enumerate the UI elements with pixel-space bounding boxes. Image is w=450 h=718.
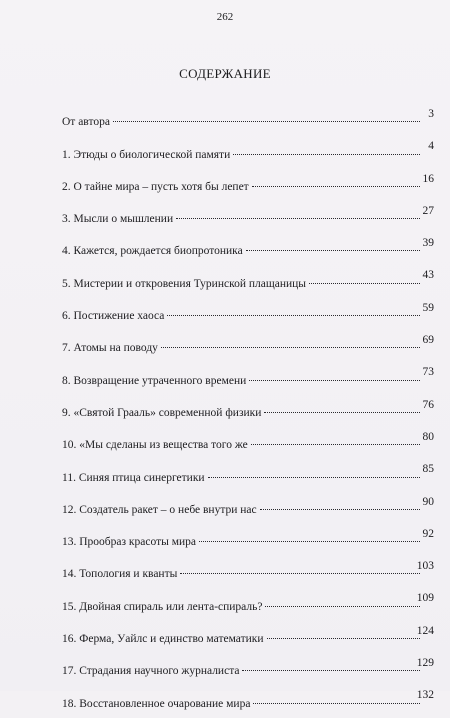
toc-entry-page: 16 <box>422 172 434 185</box>
toc-entry-page: 3 <box>428 108 434 120</box>
toc-entry-title: 2. О тайне мира – пусть хотя бы лепет <box>62 180 249 193</box>
toc-entry <box>62 427 434 459</box>
dot-leader <box>265 605 420 607</box>
toc-entry-page: 43 <box>422 269 434 282</box>
toc-entry <box>62 233 434 265</box>
dot-leader <box>199 540 420 542</box>
toc-entry-page: 4 <box>428 140 434 153</box>
toc-entry-title: 1. Этюды о биологической памяти <box>62 148 231 161</box>
dot-leader <box>264 411 420 413</box>
toc-entry <box>62 265 434 297</box>
toc-entry <box>62 621 434 653</box>
toc-entry-title: 7. Атомы на поводу <box>62 342 158 355</box>
toc-entry <box>62 104 434 136</box>
toc-entry-page: 59 <box>422 301 434 314</box>
toc-entry-title: 12. Создатель ракет – о небе внутри нас <box>62 503 257 516</box>
toc-entry-title: 16. Ферма, Уайлс и единство математики <box>62 633 264 646</box>
dot-leader <box>233 153 420 155</box>
toc-entry-title: 9. «Святой Грааль» современной физики <box>62 406 262 419</box>
dot-leader <box>260 508 420 510</box>
toc-entry-page: 27 <box>422 204 434 217</box>
dot-leader <box>249 379 420 381</box>
toc-entry-title: 6. Постижение хаоса <box>62 310 165 323</box>
toc-entry-title: 17. Страдания научного журналиста <box>62 665 240 678</box>
toc-entry-page: 124 <box>416 624 434 637</box>
toc-entry <box>62 588 434 620</box>
contents-heading: СОДЕРЖАНИЕ <box>179 66 271 81</box>
toc-entry <box>62 330 434 362</box>
toc-entry <box>62 298 434 330</box>
toc-entry-page: 80 <box>422 430 434 443</box>
dot-leader <box>176 217 420 219</box>
dot-leader <box>252 185 420 187</box>
dot-leader <box>267 637 421 639</box>
dot-leader <box>167 314 420 316</box>
toc-entry <box>62 556 434 588</box>
toc-entry-page: 73 <box>422 366 434 379</box>
toc-entry-title: 11. Синяя птица синергетики <box>62 471 205 484</box>
toc-entry-page: 132 <box>416 689 434 702</box>
toc-entry-title: 8. Возвращение утраченного времени <box>62 374 247 387</box>
toc-entry-page: 109 <box>416 592 434 605</box>
toc-entry <box>62 362 434 394</box>
toc-entry <box>62 685 434 717</box>
dot-leader <box>251 443 420 445</box>
toc-entry-page: 129 <box>416 657 434 670</box>
toc-entry-title: 13. Прообраз красоты мира <box>62 536 196 549</box>
toc-entry <box>62 169 434 201</box>
page-number: 262 <box>216 11 234 23</box>
toc-entry-page: 90 <box>422 495 434 508</box>
toc-entry <box>62 524 434 556</box>
toc-entry <box>62 653 434 685</box>
dot-leader <box>180 572 420 574</box>
toc-entry-title: 18. Восстановленное очарование мира <box>62 697 251 710</box>
toc-entry <box>62 492 434 524</box>
dot-leader <box>161 346 420 348</box>
toc-entry-title: 5. Мистерии и откровения Туринской плащаницы <box>62 277 307 290</box>
toc-entry <box>62 459 434 491</box>
dot-leader <box>242 669 420 671</box>
dot-leader <box>208 476 420 478</box>
toc-entry-page: 103 <box>416 560 434 573</box>
toc-entry-title: 4. Кажется, рождается биопротоника <box>62 245 243 258</box>
toc-entry-title: 3. Мысли о мышлении <box>62 213 174 226</box>
dot-leader <box>309 282 420 284</box>
toc-entry-title: От автора <box>62 116 110 129</box>
toc-entry-page: 69 <box>422 334 434 347</box>
toc-entry-title: 10. «Мы сделаны из вещества того же <box>62 439 248 452</box>
toc-entry-page: 92 <box>422 527 434 540</box>
dot-leader <box>253 702 420 704</box>
toc-entry-page: 76 <box>422 398 434 411</box>
toc-entry <box>62 136 434 168</box>
toc-entry-page: 39 <box>422 237 434 250</box>
toc-entry <box>62 201 434 233</box>
toc-entry-title: 14. Топология и кванты <box>62 568 178 581</box>
toc-entry <box>62 395 434 427</box>
table-of-contents <box>62 104 434 718</box>
dot-leader <box>113 120 420 122</box>
dot-leader <box>246 249 420 251</box>
toc-entry-page: 85 <box>422 463 434 476</box>
toc-entry-title: 15. Двойная спираль или лента-спираль? <box>62 600 263 613</box>
